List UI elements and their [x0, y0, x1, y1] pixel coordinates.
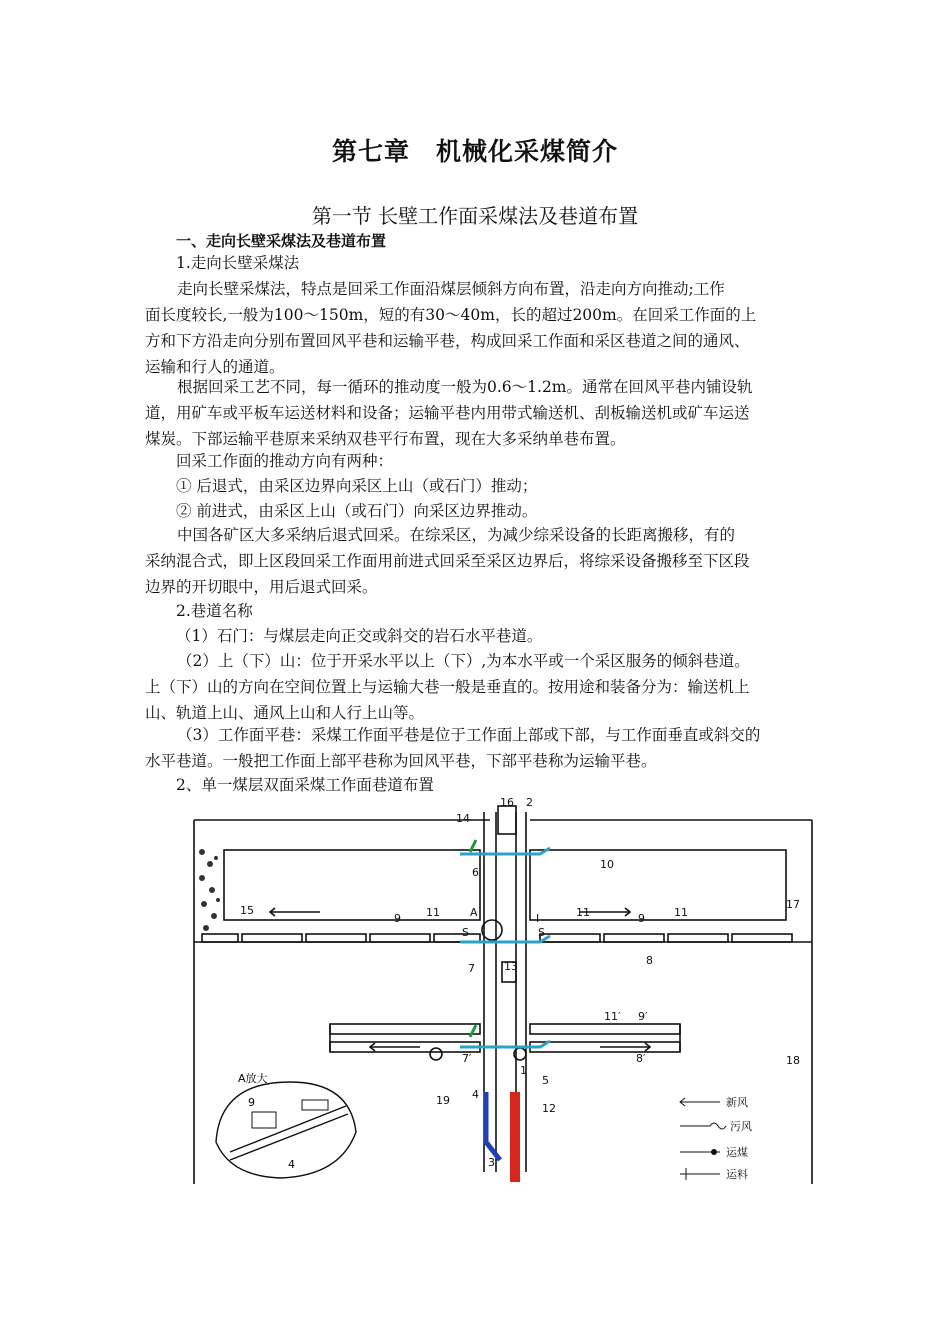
subheading-3: 2、单一煤层双面采煤工作面巷道布置: [176, 776, 434, 794]
paragraph-7: （1）石门：与煤层走向正交或斜交的岩石水平巷道。: [176, 627, 543, 645]
inset-a-enlarged: [216, 1071, 356, 1178]
label-10: 10: [600, 858, 614, 871]
p2-line: 根据回采工艺不同，每一循环的推动度一般为0.6～1.2m。通常在回风平巷内铺设轨: [177, 378, 753, 396]
label-14: 14: [456, 812, 470, 825]
label-1: 1: [520, 1064, 527, 1077]
paragraph-2: [145, 374, 815, 452]
label-11a: 11: [426, 906, 440, 919]
label-4: 4: [472, 1088, 479, 1101]
legend-fresh-air: 新风: [726, 1096, 748, 1109]
p1-line: 方和下方沿走向分别布置回风平巷和运输平巷，构成回采工作面和采区巷道之间的通风、: [145, 332, 750, 350]
label-11p: 11′: [604, 1010, 621, 1023]
label-18: 18: [786, 1054, 800, 1067]
label-5: 5: [542, 1074, 549, 1087]
subheading-1: 1.走向长壁采煤法: [176, 254, 300, 272]
label-8: 8: [646, 954, 653, 967]
label-9p: 9′: [638, 1010, 648, 1023]
label-A: A: [470, 906, 478, 919]
label-s2: S: [538, 926, 545, 939]
label-7: 7: [468, 962, 475, 975]
p2-line: 道，用矿车或平板车运送材料和设备；运输平巷内用带式输送机、刮板输送机或矿车运送: [145, 404, 750, 422]
label-7p: 7′: [462, 1052, 472, 1065]
label-11b: 11: [576, 906, 590, 919]
label-s1: S: [462, 926, 469, 939]
section-title: 第一节 长壁工作面采煤法及巷道布置: [311, 204, 639, 228]
label-3: 3: [488, 1156, 495, 1169]
inset-label-4: 4: [288, 1158, 295, 1171]
paragraph-8: [145, 648, 815, 726]
label-17: 17: [786, 898, 800, 911]
paragraph-1: [145, 276, 815, 380]
subheading-2: 2.巷道名称: [176, 602, 253, 620]
p1-line: 运输和行人的通道。: [145, 358, 285, 376]
label-16: 16: [500, 796, 514, 809]
legend-return-air: 污风: [730, 1120, 752, 1133]
paragraph-6: [145, 522, 815, 600]
p9-line: 水平巷道。一般把工作面上部平巷称为回风平巷，下部平巷称为运输平巷。: [145, 752, 657, 770]
paragraph-5: ② 前进式，由采区上山（或石门）向采区边界推动。: [176, 502, 538, 520]
label-12: 12: [542, 1102, 556, 1115]
paragraph-3: 回采工作面的推动方向有两种：: [176, 452, 394, 470]
legend-coal-transport: 运煤: [726, 1146, 748, 1159]
paragraph-4: ① 后退式，由采区边界向采区上山（或石门）推动；: [176, 477, 538, 495]
p6-line: 采纳混合式，即上区段回采工作面用前进式回采至采区边界后，将综采设备搬移至下区段: [145, 552, 750, 570]
p8-line: 山、轨道上山、通风上山和人行上山等。: [145, 704, 425, 722]
label-13: 13: [504, 960, 518, 973]
label-I: I: [536, 912, 540, 925]
p8-line: （2）上（下）山：位于开采水平以上（下）,为本水平或一个采区服务的倾斜巷道。: [177, 652, 750, 670]
label-6: 6: [472, 866, 479, 879]
label-9a: 9: [394, 912, 401, 925]
inset-title: A放大: [238, 1072, 268, 1085]
p9-line: （3）工作面平巷：采煤工作面平巷是位于工作面上部或下部，与工作面垂直或斜交的: [177, 726, 761, 744]
heading-1: 一、走向长壁采煤法及巷道布置: [176, 232, 387, 250]
label-9b: 9: [638, 912, 645, 925]
p1-line: 走向长壁采煤法，特点是回采工作面沿煤层倾斜方向布置，沿走向方向推动;工作: [177, 280, 725, 298]
p6-line: 中国各矿区大多采纳后退式回采。在综采区，为减少综采设备的长距离搬移，有的: [177, 526, 736, 544]
paragraph-9: [145, 722, 815, 774]
label-15: 15: [240, 904, 254, 917]
label-19: 19: [436, 1094, 450, 1107]
p6-line: 边界的开切眼中，用后退式回采。: [145, 578, 378, 596]
label-8p: 8′: [636, 1052, 646, 1065]
chapter-title: 第七章 机械化采煤简介: [331, 137, 618, 166]
p8-line: 上（下）山的方向在空间位置上与运输大巷一般是垂直的。按用途和装备分为：输送机上: [145, 678, 750, 696]
label-2: 2: [526, 796, 533, 809]
legend: [680, 1096, 752, 1181]
p1-line: 面长度较长,一般为100～150m，短的有30～40m，长的超过200m。在回采工作面的上: [145, 306, 757, 324]
label-11c: 11: [674, 906, 688, 919]
inset-label-9: 9: [248, 1096, 255, 1109]
mine-layout-diagram: [180, 792, 820, 1192]
p2-line: 煤炭。下部运输平巷原来采纳双巷平行布置，现在大多采纳单巷布置。: [145, 430, 626, 448]
legend-material-transport: 运料: [726, 1168, 748, 1181]
